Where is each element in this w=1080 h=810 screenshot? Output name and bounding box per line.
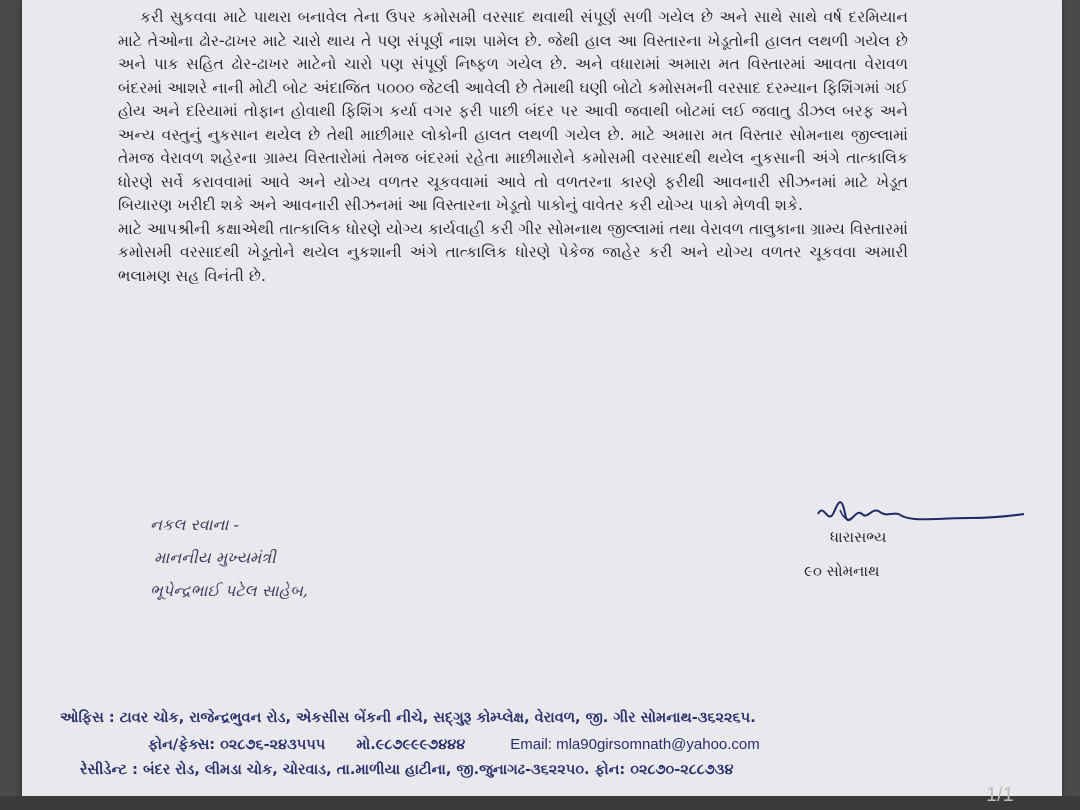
copy-to-label: નકલ રવાના -: [150, 515, 239, 534]
letter-body: [118, 6, 908, 288]
signatory-constituency: ૯૦ સોમનાથ: [804, 562, 880, 580]
office-address: ટાવર ચોક, રાજેન્દ્રભુવન રોડ, એકસીસ બેંકની નીચે, સદ્ગુરૂ કોમ્પ્લેક્ષ, વેરાવળ, જી. ગીર સોમનાથ-૩૬૨૨૬૫.: [119, 710, 756, 726]
mobile-number: મો.૯૮૭૯૯૯૭૪૪૪: [356, 737, 466, 753]
office-address-row: [60, 710, 756, 726]
body-paragraph-2: માટે આપશ્રીની કક્ષાએથી તાત્કાલિક ધોરણે યોગ્ય કાર્યવાહી કરી ગીર સોમનાથ જીલ્લામાં તથા વેરાવળ તાલુકાના ગ્રામ્ય વિસ્તારમાં કમોસમી વરસાદથી ખેડૂતોને થયેલ નુકશાની અંગે તાત્કાલિક ધોરણે પેકેજ જાહેર કરી અને યોગ્ય વળતર ચૂકવવા અમારી ભલામણ સહ વિનંતી છે.: [118, 219, 908, 285]
body-paragraph-1: કરી સુકવવા માટે પાથરા બનાવેલ તેના ઉપર કમોસમી વરસાદ થવાથી સંપૂર્ણ સળી ગયેલ છે અને સાથે સાથે વર્ષ દરમિયાન માટે તેઓના ઢોર-ઢાખર માટે ચારો થાય તે પણ સંપૂર્ણ નાશ પામેલ છે. જેથી હાલ આ વિસ્તારના ખેડૂતોની હાલત લથળી ગયેલ છે અને પાક સહિત ઢોર-ઢાખર માટેનો ચારો પણ સંપૂર્ણ નિષ્ફળ ગયેલ છે. અને વધારામાં અમારા મત વિસ્તારમાં આવતા વેરાવળ બંદરમાં આશરે નાની મોટી બોટ અંદાજિત ૫૦૦૦ જેટલી આવેલી છે તેમાથી ઘણી બોટો કમોસમની વરસાદ દરમ્યાન ફિશિંગમાં ગઈ હોય અને દરિયામાં તોફાન હોવાથી ફિશિંગ કર્યા વગર ફરી પાછી બંદર પર આવી જવાથી બોટમાં લઈ જવાતુ ડીઝલ બરફ અને અન્ય વસ્તુનું નુકસાન થયેલ છે તેથી માછીમાર લોકોની હાલત લથળી ગયેલ છે. માટે અમારા મત વિસ્તાર સોમનાથ જીલ્લામાં તેમજ વેરાવળ શહેરના ગ્રામ્ય વિસ્તારોમાં તેમજ બંદરમાં રહેતા માછીમારોને કમોસમી વરસાદથી થયેલ નુકસાની અંગે તાત્કાલિક ધોરણે સર્વે કરાવવામાં આવે અને યોગ્ય વળતર ચૂકવવામાં આવે તો વળતરના કારણે ફરીથી આવનારી સીઝનમાં માટે ખેડૂત બિયારણ ખરીદી શકે અને આવનારી સીઝનમાં આ વિસ્તારના ખેડૂતો પાકોનું વાવેતર કરી યોગ્ય પાકો મેળવી શકે.: [118, 8, 908, 214]
residence-label: રેસીડેન્ટ :: [80, 762, 138, 778]
page-indicator: 1/1: [986, 784, 1014, 806]
copy-recipient-name: ભૂપેન્દ્રભાઈ પટેલ સાહેબ,: [150, 581, 308, 600]
handwritten-copy-note: [150, 508, 570, 607]
signatory-designation: ધારાસભ્ય: [830, 528, 887, 546]
residence-address-row: [80, 762, 733, 778]
email-address: Email: mla90girsomnath@yahoo.com: [510, 736, 760, 753]
copy-recipient-title: માનનીય મુખ્યમંત્રી: [154, 548, 276, 567]
office-label: ઓફિસ :: [60, 710, 115, 726]
signature-block: [790, 492, 1030, 592]
page-bottom-edge: [0, 796, 1080, 810]
residence-address: બંદર રોડ, લીમડા ચોક, ચોરવાડ, તા.માળીયા હાટીના, જી.જુનાગઢ-૩૬૨૨૫૦. ફોન: ૦૨૮૭૦-૨૮૮૭૩૪: [142, 762, 734, 778]
phone-fax: ફોન/ફેક્સ: ૦૨૮૭૬-૨૪૩૫૫૫: [148, 737, 326, 753]
contact-row: [148, 736, 760, 753]
